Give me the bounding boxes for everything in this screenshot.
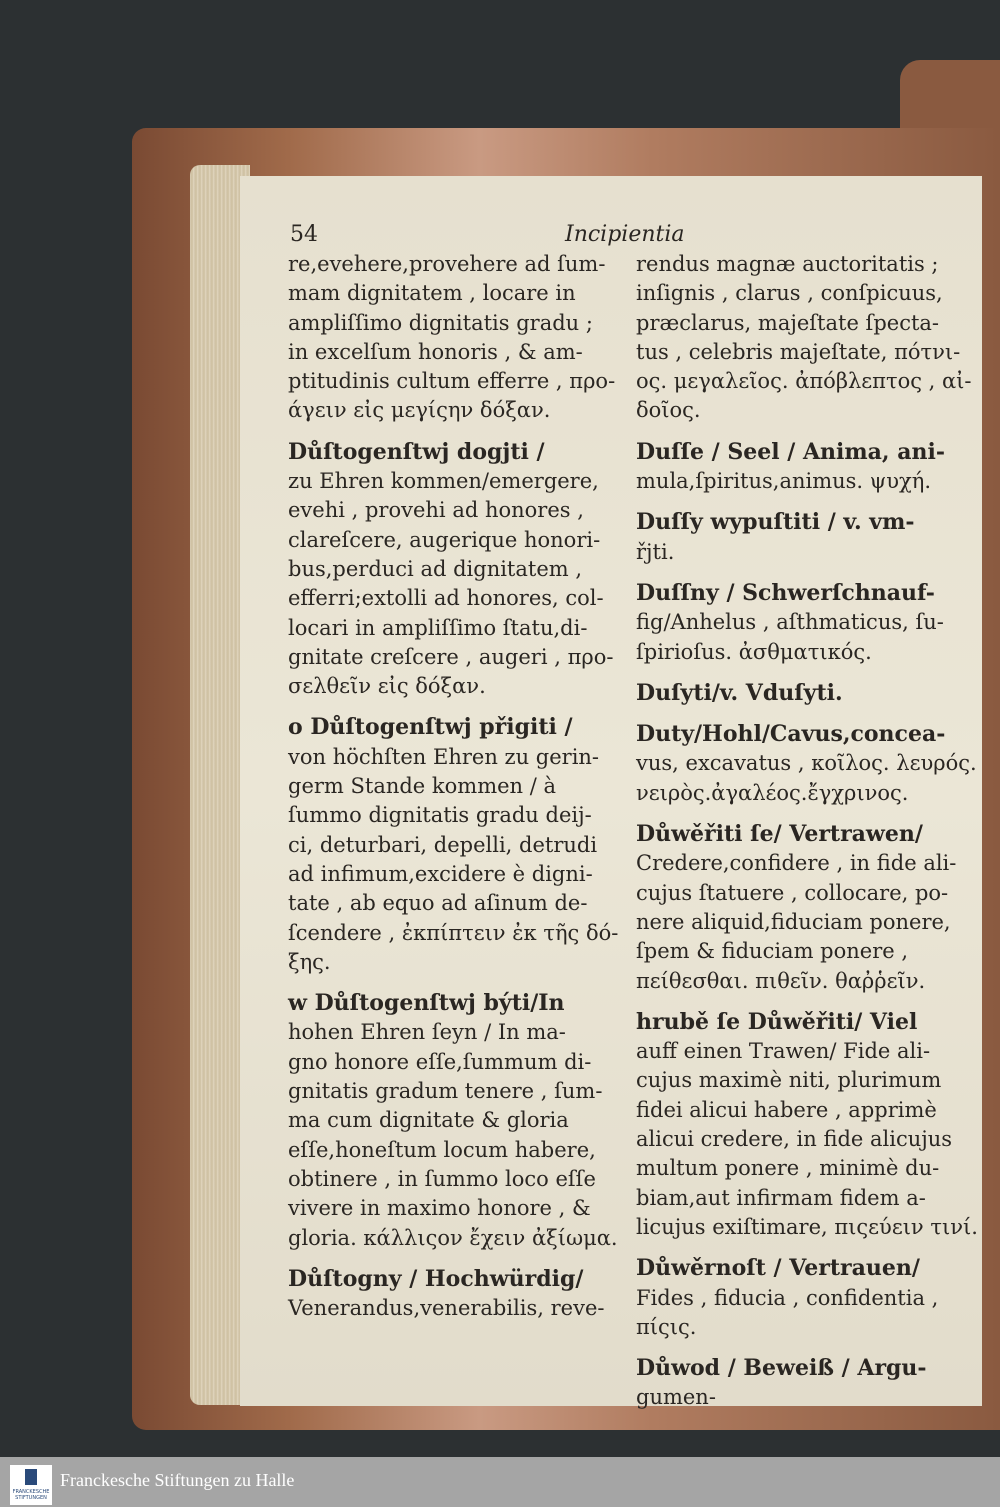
text-line: ſcendere , ἐκπίπτειν ἐκ τῆς δό- — [288, 920, 619, 945]
institution-logo-icon — [10, 1465, 52, 1505]
headword-line: o Důſtogenſtwj přigiti / — [288, 714, 573, 741]
headword-line: Duty/Hohl/Cavus,concea- — [636, 721, 946, 748]
text-line: mam dignitatem , locare in — [288, 281, 576, 306]
text-line: πίςις. — [636, 1314, 697, 1339]
text-line: inſignis , clarus , conſpicuus, — [636, 281, 943, 306]
text-line: hohen Ehren ſeyn / In ma- — [288, 1020, 566, 1045]
headword-line: Duſſy wypuſtiti / v. vm- — [636, 509, 915, 536]
text-line: efferri;extolli ad honores, col- — [288, 586, 604, 611]
footer-bar — [0, 1457, 1000, 1507]
text-line: gnitate creſcere , augeri , προ- — [288, 644, 614, 669]
headword-line: Důſtogenſtwj dogjti / — [288, 438, 545, 465]
text-line: gloria. κάλλιςον ἔχειν ἀξίωμα. — [288, 1225, 618, 1250]
text-line: vivere in maximo honore , & — [288, 1196, 591, 1221]
text-line: licujus exiſtimare, πιςεύειν τινί. — [636, 1214, 978, 1239]
text-line: ſpirioſus. ἀσθματικός. — [636, 639, 872, 664]
text-line: tus , celebris majeſtate, πότνι- — [636, 339, 961, 364]
headword-line: Důwod / Beweiß / Argu- — [636, 1355, 927, 1382]
headword-line: Důwěrnoſt / Vertrauen/ — [636, 1255, 920, 1282]
text-line: ci, deturbari, depelli, detrudi — [288, 832, 598, 857]
left-text-column — [288, 250, 630, 1323]
text-line: νειρὸς.ἀγαλέος.ἔγχρινος. — [636, 780, 909, 805]
text-line: cujus maximè niti, plurimum — [636, 1068, 942, 1093]
text-line: ptitudinis cultum efferre , προ- — [288, 369, 616, 394]
text-line: gumen- — [636, 1385, 716, 1410]
page-number: 54 — [290, 222, 318, 247]
headword-line: Duſſe / Seel / Anima, ani- — [636, 438, 945, 465]
text-line: præclarus, majeſtate ſpecta- — [636, 310, 940, 335]
text-line: ſummo dignitatis gradu deij- — [288, 803, 592, 828]
running-head: Incipientia — [565, 222, 685, 247]
headword-line: w Důſtogenſtwj býti/In — [288, 990, 565, 1017]
text-line: re,evehere,provehere ad ſum- — [288, 252, 606, 276]
text-line: in excelſum honoris , & am- — [288, 339, 583, 364]
logo-mark — [25, 1469, 37, 1485]
text-line: mula,ſpiritus,animus. ψυχή. — [636, 469, 931, 494]
text-line: multum ponere , minimè du- — [636, 1156, 940, 1181]
text-line: rendus magnæ auctoritatis ; — [636, 252, 939, 276]
text-line: fidei alicui habere , apprimè — [636, 1097, 937, 1122]
text-line: ma cum dignitate & gloria — [288, 1108, 569, 1133]
text-line: obtinere , in ſummo loco eſſe — [288, 1166, 596, 1191]
text-line: bus,perduci ad dignitatem , — [288, 556, 583, 581]
headword-line: Duſſny / Schwerſchnauf- — [636, 579, 935, 606]
text-line: ad infimum,excidere è digni- — [288, 861, 593, 886]
text-line: germ Stande kommen / à — [288, 774, 557, 799]
text-line: nere aliquid,fiduciam ponere, — [636, 909, 951, 934]
text-line: ξης. — [288, 949, 331, 974]
text-line: ος. μεγαλεῖος. ἀπόβλεπτος , αἰ- — [636, 369, 972, 394]
headword-line: Důwěřiti ſe/ Vertrawen/ — [636, 821, 923, 848]
text-line: gnitatis gradum tenere , ſum- — [288, 1079, 603, 1104]
logo-text: FRANCKESCHE STIFTUNGEN — [12, 1489, 50, 1501]
text-line: gno honore eſſe,ſummum di- — [288, 1049, 592, 1074]
institution-name: Franckesche Stiftungen zu Halle — [60, 1470, 295, 1490]
text-line: cujus ſtatuere , collocare, po- — [636, 880, 949, 905]
text-line: tate , ab equo ad aſinum de- — [288, 891, 588, 916]
text-line: alicui credere, in fide alicujus — [636, 1127, 953, 1152]
text-line: πείθεσθαι. πιθεῖν. θαῤῥεῖν. — [636, 968, 926, 993]
text-line: δοῖος. — [636, 398, 701, 423]
right-text-column — [636, 250, 981, 1413]
text-line: biam,aut infirmam fidem a- — [636, 1185, 926, 1210]
text-line: fig/Anhelus , aſthmaticus, ſu- — [636, 610, 944, 635]
text-line: eſſe,honeſtum locum habere, — [288, 1137, 596, 1162]
text-line: řjti. — [636, 539, 675, 564]
text-line: ampliſſimo dignitatis gradu ; — [288, 310, 593, 335]
text-line: vus, excavatus , κοῖλος. λευρός. — [636, 751, 977, 776]
text-line: von höchſten Ehren zu gerin- — [288, 744, 600, 769]
text-line: zu Ehren kommen/emergere, — [288, 469, 599, 494]
text-line: Fides , fiducia , confidentia , — [636, 1285, 939, 1310]
text-line: clareſcere, augerique honori- — [288, 527, 601, 552]
headword-line: Duſyti/v. Vduſyti. — [636, 679, 843, 706]
text-line: auff einen Trawen/ Fide ali- — [636, 1039, 931, 1064]
text-line: Venerandus,venerabilis, reve- — [288, 1296, 605, 1321]
headword-line: hrubě ſe Důwěřiti/ Viel — [636, 1008, 918, 1035]
text-line: ſpem & fiduciam ponere , — [636, 939, 909, 964]
text-line: evehi , provehi ad honores , — [288, 498, 584, 523]
text-line: σελθεῖν εἰς δόξαν. — [288, 674, 486, 699]
text-line: Credere,confidere , in fide ali- — [636, 851, 957, 876]
headword-line: Důſtogny / Hochwürdig/ — [288, 1265, 584, 1292]
text-line: locari in ampliſſimo ſtatu,di- — [288, 615, 588, 640]
text-line: άγειν εἰς μεγίςην δόξαν. — [288, 398, 551, 423]
